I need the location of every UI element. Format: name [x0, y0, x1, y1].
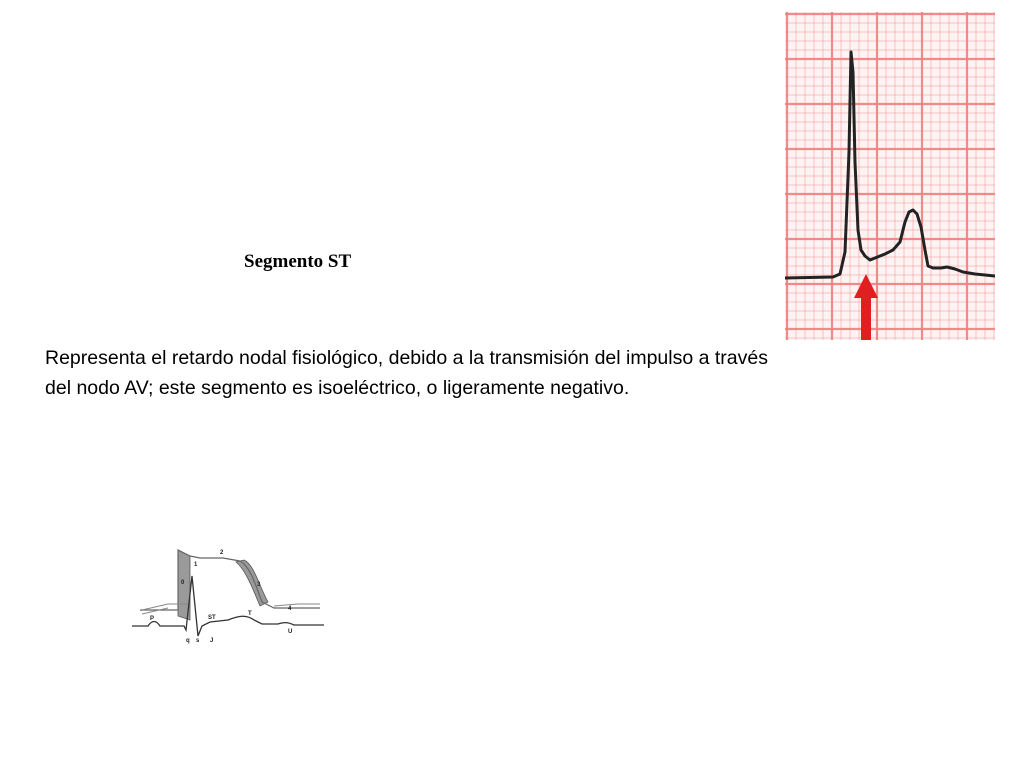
wave-label-t: T [248, 611, 252, 617]
ecg-strip-svg [785, 12, 995, 340]
action-potential-svg [128, 528, 326, 646]
body-line-2: del nodo AV; este segmento es isoeléctrico, o ligeramente negativo. [45, 377, 630, 399]
point-label-j: J [210, 638, 214, 644]
ecg-strip-image [785, 12, 995, 340]
point-label-s: s [196, 638, 200, 644]
point-label-q: q [186, 638, 190, 644]
wave-label-u: U [288, 629, 293, 635]
slide-body [45, 343, 945, 403]
phase-label-1: 1 [194, 562, 198, 568]
wave-label-p: P [150, 616, 155, 622]
slide-title: Segmento ST [244, 251, 352, 272]
action-potential-diagram [128, 528, 326, 646]
phase-label-3: 3 [257, 582, 261, 588]
wave-label-st: ST [208, 615, 216, 621]
phase-label-4: 4 [288, 606, 292, 612]
phase-label-0: 0 [181, 580, 185, 586]
phase-label-2: 2 [220, 550, 224, 556]
body-line-1: Representa el retardo nodal fisiológico, debido a la transmisión del impulso a través [45, 347, 768, 369]
